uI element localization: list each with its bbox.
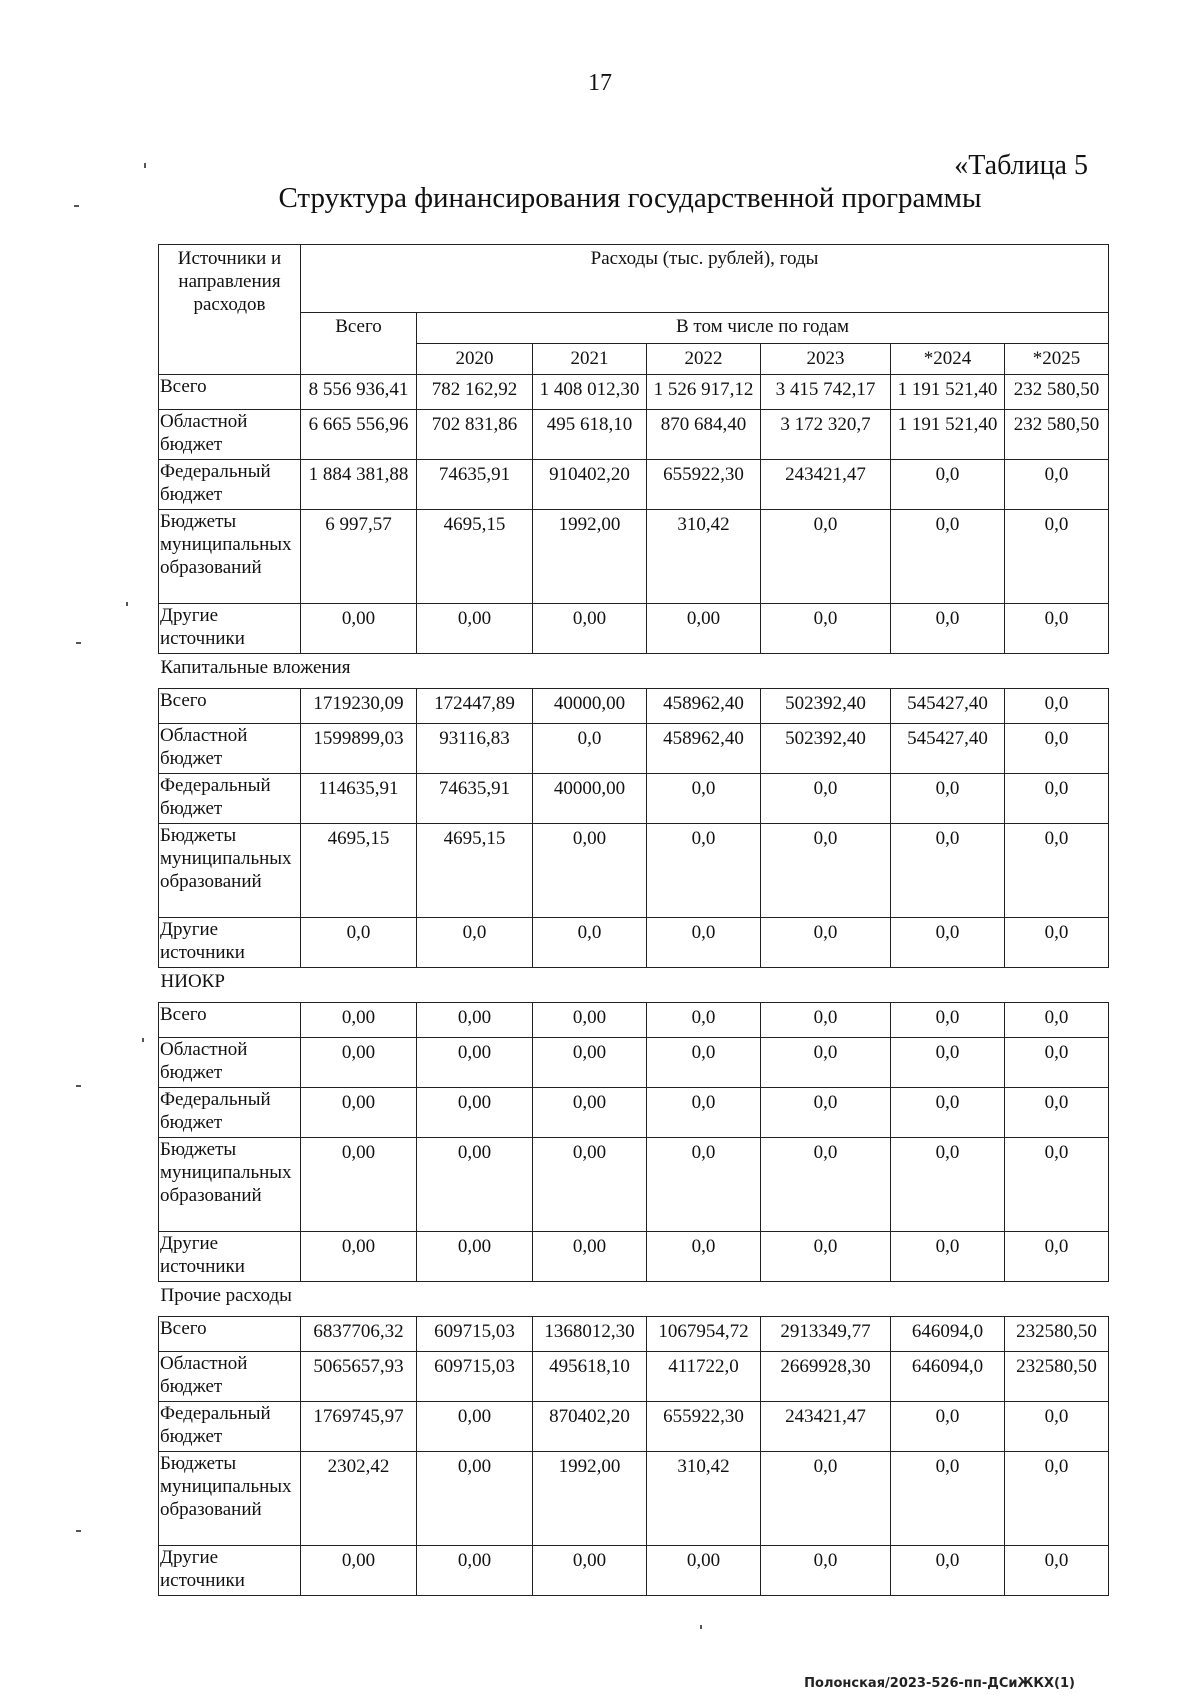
- value-cell: 0,0: [891, 824, 1005, 918]
- section-title-row: [159, 654, 1109, 683]
- value-cell: 609715,03: [417, 1317, 533, 1352]
- value-cell: 0,0: [761, 1452, 891, 1546]
- value-cell: 0,00: [301, 1232, 417, 1282]
- row-label: Другие источники: [159, 918, 301, 968]
- value-cell: 0,00: [417, 1452, 533, 1546]
- value-cell: 0,00: [533, 824, 647, 918]
- value-cell: 2913349,77: [761, 1317, 891, 1352]
- table-row: [159, 1088, 1109, 1138]
- value-cell: 0,0: [891, 1138, 1005, 1232]
- row-label: Федеральный бюджет: [159, 1402, 301, 1452]
- row-label: Федеральный бюджет: [159, 774, 301, 824]
- value-cell: 0,0: [891, 1003, 1005, 1038]
- value-cell: 0,0: [891, 1402, 1005, 1452]
- value-cell: 609715,03: [417, 1352, 533, 1402]
- header-year: 2022: [647, 344, 761, 375]
- value-cell: 0,0: [1005, 689, 1109, 724]
- value-cell: 0,00: [533, 1232, 647, 1282]
- row-label: Другие источники: [159, 1546, 301, 1596]
- row-label: Всего: [159, 1317, 301, 1352]
- value-cell: 1719230,09: [301, 689, 417, 724]
- value-cell: 0,00: [417, 604, 533, 654]
- header-year: *2025: [1005, 344, 1109, 375]
- section-title: Прочие расходы: [160, 1285, 292, 1306]
- header-year: 2021: [533, 344, 647, 375]
- value-cell: 1 884 381,88: [301, 460, 417, 510]
- value-cell: 910402,20: [533, 460, 647, 510]
- value-cell: 0,0: [891, 460, 1005, 510]
- value-cell: 702 831,86: [417, 410, 533, 460]
- row-label: Федеральный бюджет: [159, 1088, 301, 1138]
- value-cell: 8 556 936,41: [301, 375, 417, 410]
- value-cell: 3 415 742,17: [761, 375, 891, 410]
- table-row: [159, 1402, 1109, 1452]
- value-cell: 0,0: [891, 604, 1005, 654]
- value-cell: 0,0: [1005, 824, 1109, 918]
- value-cell: 310,42: [647, 510, 761, 604]
- value-cell: 232 580,50: [1005, 375, 1109, 410]
- header-sources: Источники и направления расходов: [159, 245, 301, 375]
- value-cell: 646094,0: [891, 1317, 1005, 1352]
- scan-mark: [144, 163, 146, 168]
- value-cell: 0,0: [1005, 1452, 1109, 1546]
- value-cell: 0,0: [647, 1088, 761, 1138]
- value-cell: 3 172 320,7: [761, 410, 891, 460]
- header-year: 2020: [417, 344, 533, 375]
- row-label: Областной бюджет: [159, 1352, 301, 1402]
- value-cell: 4695,15: [417, 824, 533, 918]
- header-by-years: В том числе по годам: [417, 313, 1109, 344]
- value-cell: 782 162,92: [417, 375, 533, 410]
- value-cell: 6 997,57: [301, 510, 417, 604]
- table-row: [159, 375, 1109, 410]
- value-cell: 74635,91: [417, 460, 533, 510]
- value-cell: 74635,91: [417, 774, 533, 824]
- value-cell: 6837706,32: [301, 1317, 417, 1352]
- row-label: Бюджеты муниципальных образований: [159, 1138, 301, 1232]
- header-year: 2023: [761, 344, 891, 375]
- table-row: [159, 1546, 1109, 1596]
- value-cell: 0,0: [891, 1452, 1005, 1546]
- table-row: [159, 689, 1109, 724]
- value-cell: 1992,00: [533, 510, 647, 604]
- value-cell: 5065657,93: [301, 1352, 417, 1402]
- value-cell: 114635,91: [301, 774, 417, 824]
- value-cell: 0,00: [417, 1402, 533, 1452]
- value-cell: 655922,30: [647, 460, 761, 510]
- value-cell: 655922,30: [647, 1402, 761, 1452]
- value-cell: 0,0: [761, 1003, 891, 1038]
- value-cell: 1 191 521,40: [891, 375, 1005, 410]
- value-cell: 0,0: [1005, 1138, 1109, 1232]
- table-row: [159, 1003, 1109, 1038]
- value-cell: 0,00: [533, 1088, 647, 1138]
- value-cell: 0,0: [1005, 1402, 1109, 1452]
- value-cell: 1599899,03: [301, 724, 417, 774]
- value-cell: 495618,10: [533, 1352, 647, 1402]
- table-row: [159, 824, 1109, 918]
- value-cell: 0,0: [891, 1546, 1005, 1596]
- table-row: [159, 1232, 1109, 1282]
- value-cell: 0,0: [1005, 1038, 1109, 1088]
- table-row: [159, 510, 1109, 604]
- scan-mark: [700, 1625, 702, 1629]
- table-body: [159, 375, 1109, 1596]
- financing-table-wrapper: [158, 244, 1108, 1596]
- value-cell: 232580,50: [1005, 1317, 1109, 1352]
- value-cell: 0,0: [1005, 1088, 1109, 1138]
- value-cell: 1 408 012,30: [533, 375, 647, 410]
- value-cell: 0,0: [761, 510, 891, 604]
- table-row: [159, 774, 1109, 824]
- table-row: [159, 410, 1109, 460]
- value-cell: 93116,83: [417, 724, 533, 774]
- table-label: «Таблица 5: [954, 150, 1088, 181]
- value-cell: 0,0: [891, 1232, 1005, 1282]
- value-cell: 310,42: [647, 1452, 761, 1546]
- value-cell: 0,0: [761, 1232, 891, 1282]
- header-expenses: Расходы (тыс. рублей), годы: [301, 245, 1109, 313]
- value-cell: 0,0: [1005, 1546, 1109, 1596]
- value-cell: 0,00: [301, 1546, 417, 1596]
- value-cell: 0,00: [417, 1138, 533, 1232]
- value-cell: 2302,42: [301, 1452, 417, 1546]
- value-cell: 1 191 521,40: [891, 410, 1005, 460]
- document-footer-code: Полонская/2023-526-пп-ДСиЖКХ(1): [804, 1676, 1075, 1691]
- scan-mark: [76, 1530, 81, 1532]
- value-cell: 243421,47: [761, 460, 891, 510]
- value-cell: 0,0: [891, 510, 1005, 604]
- value-cell: 0,0: [647, 918, 761, 968]
- row-label: Другие источники: [159, 604, 301, 654]
- table-row: [159, 1352, 1109, 1402]
- value-cell: 0,0: [1005, 918, 1109, 968]
- table-row: [159, 918, 1109, 968]
- value-cell: 0,00: [417, 1088, 533, 1138]
- value-cell: 0,00: [301, 1088, 417, 1138]
- value-cell: 0,0: [761, 824, 891, 918]
- value-cell: 0,0: [891, 918, 1005, 968]
- value-cell: 870402,20: [533, 1402, 647, 1452]
- value-cell: 1992,00: [533, 1452, 647, 1546]
- value-cell: 1368012,30: [533, 1317, 647, 1352]
- value-cell: 6 665 556,96: [301, 410, 417, 460]
- table-row: [159, 1452, 1109, 1546]
- row-label: Бюджеты муниципальных образований: [159, 510, 301, 604]
- value-cell: 4695,15: [417, 510, 533, 604]
- value-cell: 4695,15: [301, 824, 417, 918]
- value-cell: 40000,00: [533, 689, 647, 724]
- value-cell: 0,00: [533, 1546, 647, 1596]
- value-cell: 232 580,50: [1005, 410, 1109, 460]
- page-number: 17: [588, 70, 612, 96]
- value-cell: 0,0: [647, 1138, 761, 1232]
- scan-mark: [74, 205, 79, 207]
- table-row: [159, 1138, 1109, 1232]
- value-cell: 0,0: [1005, 1003, 1109, 1038]
- financing-table: [158, 244, 1109, 1596]
- row-label: Областной бюджет: [159, 724, 301, 774]
- value-cell: 2669928,30: [761, 1352, 891, 1402]
- value-cell: 0,00: [301, 604, 417, 654]
- row-label: Бюджеты муниципальных образований: [159, 1452, 301, 1546]
- value-cell: 0,0: [1005, 724, 1109, 774]
- value-cell: 502392,40: [761, 689, 891, 724]
- value-cell: 0,0: [761, 918, 891, 968]
- value-cell: 40000,00: [533, 774, 647, 824]
- value-cell: 232580,50: [1005, 1352, 1109, 1402]
- value-cell: 0,00: [533, 604, 647, 654]
- value-cell: 0,0: [533, 918, 647, 968]
- value-cell: 0,0: [301, 918, 417, 968]
- value-cell: 243421,47: [761, 1402, 891, 1452]
- value-cell: 0,0: [891, 774, 1005, 824]
- value-cell: 0,0: [761, 774, 891, 824]
- value-cell: 0,00: [533, 1138, 647, 1232]
- value-cell: 0,00: [647, 1546, 761, 1596]
- table-row: [159, 604, 1109, 654]
- value-cell: 0,00: [301, 1038, 417, 1088]
- row-label: Областной бюджет: [159, 410, 301, 460]
- scan-mark: [76, 642, 81, 644]
- value-cell: 458962,40: [647, 689, 761, 724]
- value-cell: 0,0: [647, 774, 761, 824]
- value-cell: 0,00: [301, 1003, 417, 1038]
- row-label: Областной бюджет: [159, 1038, 301, 1088]
- value-cell: 0,0: [891, 1088, 1005, 1138]
- row-label: Всего: [159, 689, 301, 724]
- section-title: НИОКР: [160, 971, 225, 992]
- value-cell: 0,0: [647, 1003, 761, 1038]
- value-cell: 0,00: [417, 1232, 533, 1282]
- value-cell: 0,0: [761, 1138, 891, 1232]
- value-cell: 0,00: [533, 1038, 647, 1088]
- value-cell: 0,00: [417, 1038, 533, 1088]
- scan-mark: [142, 1038, 144, 1042]
- value-cell: 870 684,40: [647, 410, 761, 460]
- value-cell: 0,0: [1005, 460, 1109, 510]
- value-cell: 1 526 917,12: [647, 375, 761, 410]
- value-cell: 0,0: [891, 1038, 1005, 1088]
- value-cell: 545427,40: [891, 689, 1005, 724]
- value-cell: 0,0: [1005, 774, 1109, 824]
- value-cell: 1769745,97: [301, 1402, 417, 1452]
- value-cell: 458962,40: [647, 724, 761, 774]
- table-row: [159, 1317, 1109, 1352]
- table-row: [159, 1038, 1109, 1088]
- table-row: [159, 724, 1109, 774]
- row-label: Федеральный бюджет: [159, 460, 301, 510]
- value-cell: 1067954,72: [647, 1317, 761, 1352]
- value-cell: 0,0: [533, 724, 647, 774]
- value-cell: 0,0: [761, 1546, 891, 1596]
- table-row: [159, 460, 1109, 510]
- value-cell: 0,0: [761, 1038, 891, 1088]
- value-cell: 502392,40: [761, 724, 891, 774]
- value-cell: 545427,40: [891, 724, 1005, 774]
- value-cell: 0,0: [1005, 1232, 1109, 1282]
- value-cell: 0,00: [417, 1003, 533, 1038]
- value-cell: 0,0: [761, 604, 891, 654]
- row-label: Всего: [159, 1003, 301, 1038]
- section-title-row: [159, 1282, 1109, 1311]
- value-cell: 0,00: [417, 1546, 533, 1596]
- value-cell: 0,0: [1005, 604, 1109, 654]
- row-label: Всего: [159, 375, 301, 410]
- document-title: Структура финансирования государственной программы: [278, 182, 982, 214]
- row-label: Другие источники: [159, 1232, 301, 1282]
- value-cell: 0,00: [533, 1003, 647, 1038]
- value-cell: 172447,89: [417, 689, 533, 724]
- value-cell: 646094,0: [891, 1352, 1005, 1402]
- value-cell: 0,0: [1005, 510, 1109, 604]
- value-cell: 0,0: [647, 1038, 761, 1088]
- value-cell: 0,0: [647, 1232, 761, 1282]
- value-cell: 0,0: [417, 918, 533, 968]
- row-label: Бюджеты муниципальных образований: [159, 824, 301, 918]
- value-cell: 0,0: [761, 1088, 891, 1138]
- section-title: Капитальные вложения: [160, 657, 351, 678]
- value-cell: 411722,0: [647, 1352, 761, 1402]
- value-cell: 0,00: [647, 604, 761, 654]
- scan-mark: [126, 602, 128, 606]
- header-total: Всего: [301, 313, 417, 375]
- scan-mark: [76, 1085, 81, 1087]
- value-cell: 0,0: [647, 824, 761, 918]
- value-cell: 495 618,10: [533, 410, 647, 460]
- section-title-row: [159, 968, 1109, 997]
- header-year: *2024: [891, 344, 1005, 375]
- value-cell: 0,00: [301, 1138, 417, 1232]
